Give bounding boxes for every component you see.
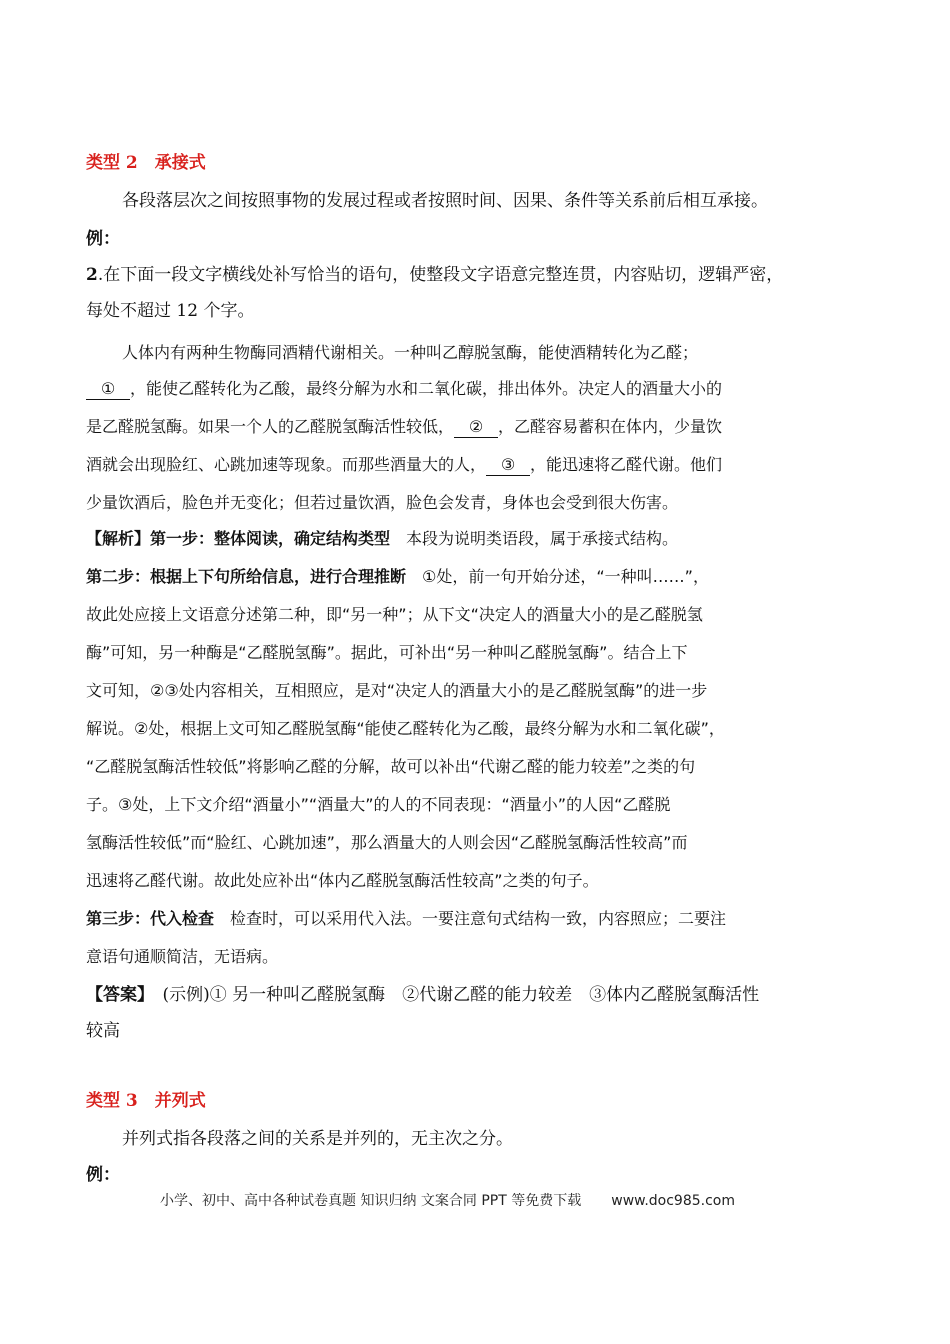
analysis-line: 意语句通顺简洁，无语病。: [86, 947, 279, 966]
blank-1: ①: [86, 379, 130, 400]
type2-heading: 类型 2 承接式: [86, 153, 206, 173]
blank-3: ③: [486, 455, 530, 476]
question-text-1: .在下面一段文字横线处补写恰当的语句，使整段文字语意完整连贯，内容贴切，逻辑严密，: [97, 265, 784, 285]
passage-line-4: [86, 452, 864, 478]
answer-line-1: [86, 982, 864, 1008]
passage-line-2-text: ，能使乙醛转化为乙酸，最终分解为水和二氧化碳，排出体外。决定人的酒量大小的: [130, 379, 723, 398]
passage-line-4a: 酒就会出现脸红、心跳加速等现象。而那些酒量大的人，: [86, 455, 487, 474]
passage-line-5: 少量饮酒后，脸色并无变化；但若过量饮酒，脸色会发青，身体也会受到很大伤害。: [86, 493, 679, 512]
analysis-step-3-label: 第三步：代入检查: [86, 909, 215, 928]
page-footer: [160, 1190, 735, 1210]
analysis-line: 子。③处，上下文介绍“酒量小”“酒量大”的人的不同表现：“酒量小”的人因“乙醛脱: [86, 795, 671, 814]
analysis-line: 酶”可知，另一种酶是“乙醛脱氢酶”。据此，可补出“另一种叫乙醛脱氢酶”。结合上下: [86, 643, 688, 662]
analysis-step-3: [86, 906, 864, 932]
analysis-line: 解说。②处，根据上文可知乙醛脱氢酶“能使乙醛转化为乙酸，最终分解为水和二氧化碳”，: [86, 719, 725, 738]
type3-example-label: 例：: [86, 1165, 120, 1185]
analysis-step-2: [86, 564, 864, 590]
type3-heading: 类型 3 并列式: [86, 1091, 206, 1111]
question-number: 2: [86, 265, 98, 285]
analysis-step-2-label: 第二步：根据上下句所给信息，进行合理推断: [86, 567, 407, 586]
type2-description: 各段落层次之间按照事物的发展过程或者按照时间、因果、条件等关系前后相互承接。: [122, 191, 768, 211]
analysis-step-2-text: ①处，前一句开始分述，“一种叫……”，: [406, 567, 709, 586]
analysis-step-1-text: 本段为说明类语段，属于承接式结构。: [390, 529, 679, 548]
analysis-line: “乙醛脱氢酶活性较低”将影响乙醛的分解，故可以补出“代谢乙醛的能力较差”之类的句: [86, 757, 696, 776]
question-line-2: 每处不超过 12 个字。: [86, 301, 255, 321]
footer-text: 小学、初中、高中各种试卷真题 知识归纳 文案合同 PPT 等免费下载: [160, 1193, 582, 1209]
type2-example-label: 例：: [86, 229, 120, 249]
type3-description: 并列式指各段落之间的关系是并列的，无主次之分。: [122, 1129, 513, 1149]
analysis-line: 氢酶活性较低”而“脸红、心跳加速”，那么酒量大的人则会因“乙醛脱氢酶活性较高”而: [86, 833, 688, 852]
answer-line-2: 较高: [86, 1021, 120, 1041]
analysis-step-1-label: 【解析】第一步：整体阅读，确定结构类型: [86, 529, 391, 548]
analysis-line: 故此处应接上文语意分述第二种，即“另一种”；从下文“决定人的酒量大小的是乙醛脱氢: [86, 605, 703, 624]
passage-line-3: [86, 414, 864, 440]
passage-line-4b: ，能迅速将乙醛代谢。他们: [530, 455, 723, 474]
analysis-line: 迅速将乙醛代谢。故此处应补出“体内乙醛脱氢酶活性较高”之类的句子。: [86, 871, 599, 890]
passage-line-3a: 是乙醛脱氢酶。如果一个人的乙醛脱氢酶活性较低，: [86, 417, 455, 436]
blank-2: ②: [454, 417, 498, 438]
answer-text: (示例)① 另一种叫乙醛脱氢酶 ②代谢乙醛的能力较差 ③体内乙醛脱氢酶活性: [145, 985, 760, 1005]
passage-line-2: [86, 376, 864, 402]
analysis-line: 文可知，②③处内容相关，互相照应，是对“决定人的酒量大小的是乙醛脱氢酶”的进一步: [86, 681, 708, 700]
analysis-step-1: [86, 526, 864, 552]
question-line-1: [86, 262, 864, 288]
footer-url[interactable]: www.doc985.com: [611, 1193, 735, 1209]
passage-line-3b: ，乙醛容易蓄积在体内，少量饮: [498, 417, 723, 436]
passage-line-1: 人体内有两种生物酶同酒精代谢相关。一种叫乙醇脱氢酶，能使酒精转化为乙醛；: [122, 343, 699, 362]
answer-label: 【答案】: [86, 985, 146, 1005]
analysis-step-3-text: 检查时，可以采用代入法。一要注意句式结构一致，内容照应；二要注: [214, 909, 727, 928]
